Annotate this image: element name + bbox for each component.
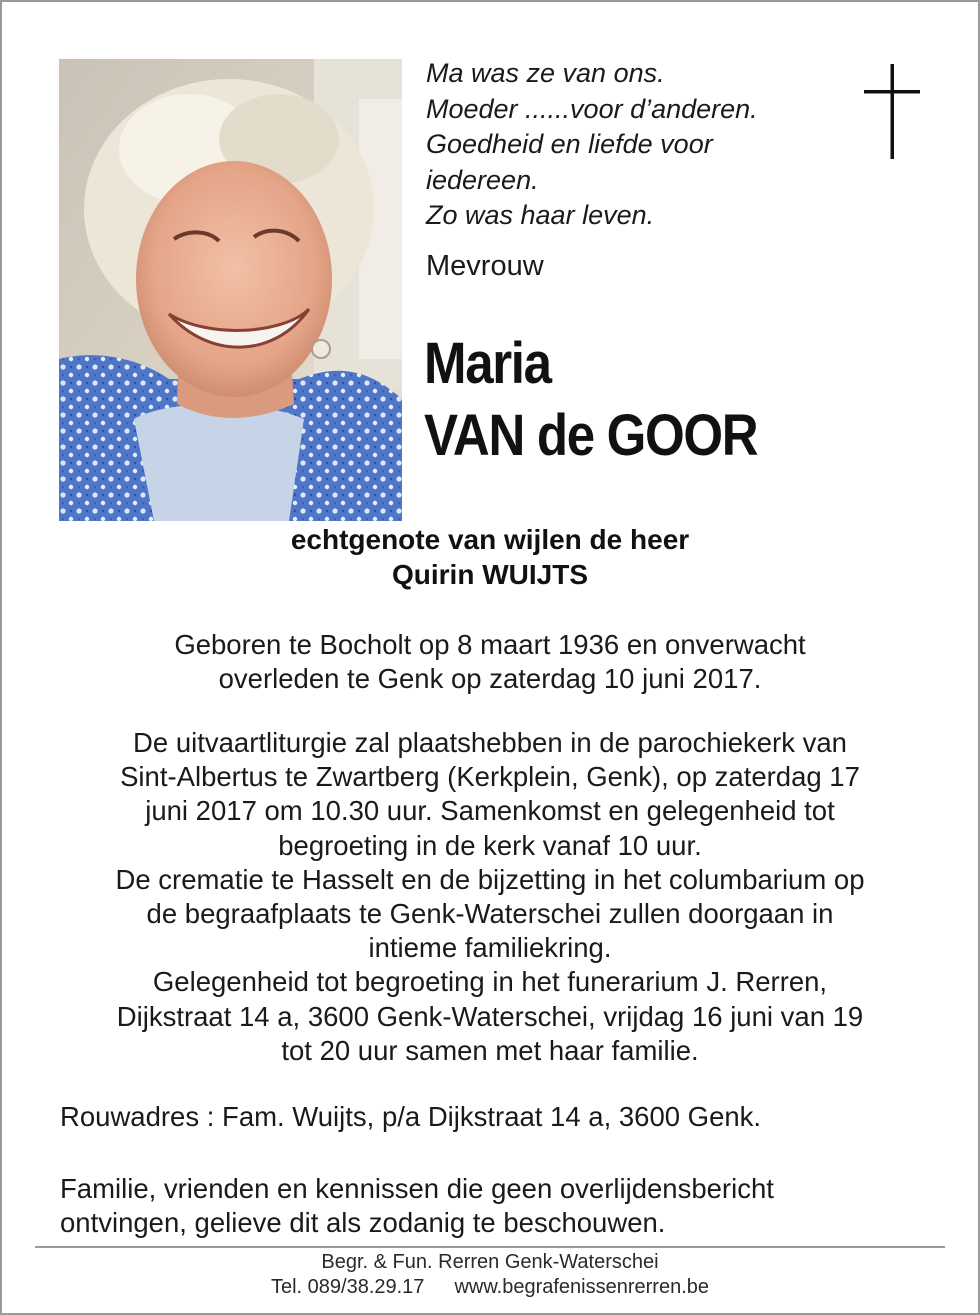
poem xyxy=(426,56,856,234)
address-line: Rouwadres : Fam. Wuijts, p/a Dijkstraat 14 a, 3600 Genk. xyxy=(60,1101,762,1132)
honorific: Mevrouw xyxy=(426,250,544,282)
paragraph-line: Gelegenheid tot begroeting in het funerarium J. Rerren, xyxy=(152,966,828,998)
deceased-name xyxy=(424,328,757,472)
paragraph-line: Geboren te Bocholt op 8 maart 1936 en onverwacht xyxy=(174,629,806,660)
poem-line: Zo was haar leven. xyxy=(426,200,655,230)
portrait-photo xyxy=(59,59,402,521)
funeral-home-name: Begr. & Fun. Rerren Genk-Waterschei xyxy=(321,1251,659,1273)
paragraph-line: juni 2017 om 10.30 uur. Samenkomst en gelegenheid tot xyxy=(145,795,835,827)
paragraph-line: begroeting in de kerk vanaf 10 uur. xyxy=(278,829,702,861)
paragraph-line: de begraafplaats te Genk-Waterschei zullen doorgaan in xyxy=(146,898,834,930)
family-notice xyxy=(60,1172,774,1240)
footer xyxy=(0,1250,980,1300)
spouse-block xyxy=(0,522,980,592)
cross-icon xyxy=(864,64,920,160)
footer-website: www.begrafenissenrerren.be xyxy=(454,1276,710,1298)
paragraph-line: De crematie te Hasselt en de bijzetting in het columbarium op xyxy=(115,863,865,895)
paragraph-line: overleden te Genk op zaterdag 10 juni 2017. xyxy=(218,663,762,695)
deceased-first-name: Maria xyxy=(424,331,551,396)
paragraph-line: Familie, vrienden en kennissen die geen overlijdensbericht xyxy=(60,1173,774,1204)
paragraph-line: ontvingen, gelieve dit als zodanig te beschouwen. xyxy=(60,1207,666,1239)
footer-contact xyxy=(0,1275,980,1300)
footer-divider xyxy=(35,1246,945,1248)
paragraph-line: Sint-Albertus te Zwartberg (Kerkplein, Genk), op zaterdag 17 xyxy=(120,761,860,793)
spouse-relation: echtgenote van wijlen de heer xyxy=(290,524,690,555)
spouse-name: Quirin WUIJTS xyxy=(392,559,588,590)
poem-line: iedereen. xyxy=(426,164,539,195)
deceased-last-name: VAN de GOOR xyxy=(424,403,758,468)
footer-phone: Tel. 089/38.29.17 xyxy=(270,1276,425,1298)
paragraph-line: Dijkstraat 14 a, 3600 Genk-Waterschei, vrijdag 16 juni van 19 xyxy=(116,1000,864,1032)
poem-line: Ma was ze van ons. xyxy=(426,58,665,88)
paragraph-line: intieme familiekring. xyxy=(368,932,612,964)
paragraph-line: tot 20 uur samen met haar familie. xyxy=(281,1034,699,1066)
paragraph-line: De uitvaartliturgie zal plaatshebben in de parochiekerk van xyxy=(133,727,847,758)
mourning-address xyxy=(60,1100,761,1134)
birth-death-paragraph xyxy=(40,628,940,696)
funeral-paragraph xyxy=(40,726,940,1068)
poem-line: Moeder ......voor d’anderen. xyxy=(426,93,758,124)
poem-line: Goedheid en liefde voor xyxy=(426,129,713,159)
